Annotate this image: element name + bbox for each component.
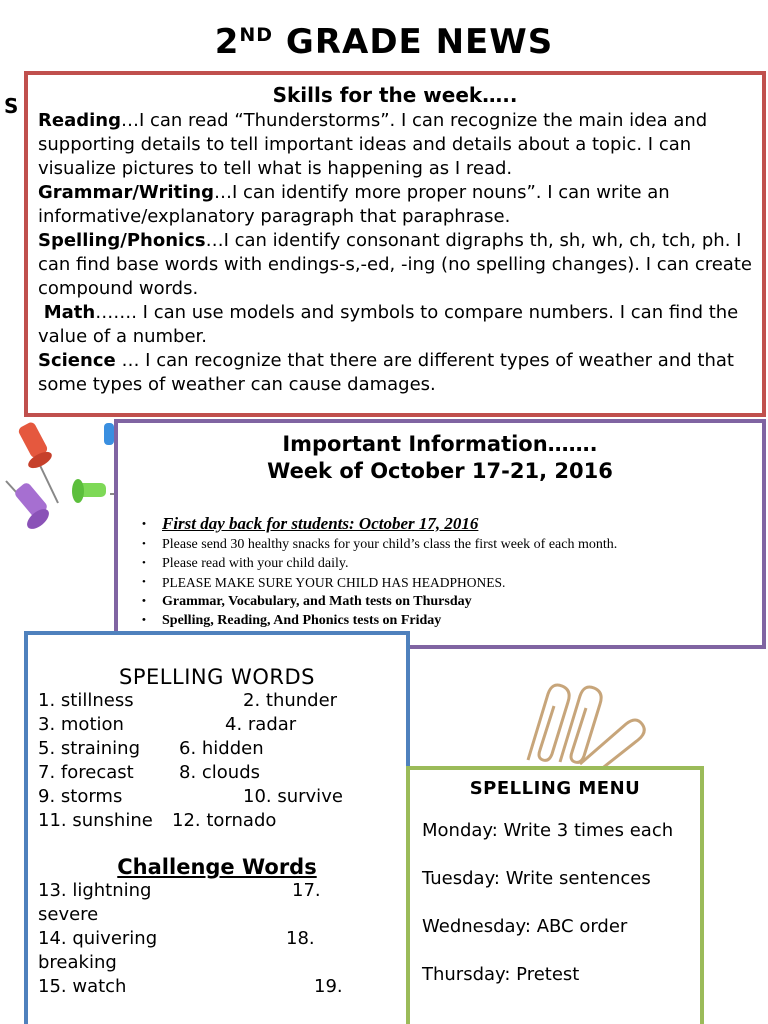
skill-label: Math: [43, 302, 96, 323]
list-item: • Grammar, Vocabulary, and Math tests on Thursday: [140, 592, 752, 611]
menu-heading: SPELLING MENU: [469, 778, 641, 799]
page-title: 2ND GRADE NEWS: [214, 22, 554, 62]
skill-reading: Reading…I can read “Thunderstorms”. I can recognize the main idea and supporting details to tell important ideas and details about a topic. I can visualize pictures to tell what is happening as I read.: [38, 110, 708, 179]
list-item: • First day back for students: October 17, 2016: [140, 513, 752, 535]
list-item: 5. straining 6. hidden: [38, 738, 264, 759]
skill-spelling-phonics: Spelling/Phonics…I can identify consonant digraphs th, sh, wh, ch, tch, ph. I can find base words with endings-s,-ed, -ing (no spelling changes). I can create compound words.: [38, 230, 752, 299]
list-item: • Please send 30 healthy snacks for your child’s class the first week of each month.: [140, 535, 752, 554]
list-item: Wednesday: ABC order: [422, 916, 628, 937]
list-item: 1. stillness 2. thunder: [38, 690, 338, 711]
skill-label: Science: [38, 350, 116, 371]
info-list: [128, 513, 752, 649]
skill-science: Science … I can recognize that there are different types of weather and that some types of weather can cause damages.: [38, 350, 734, 395]
important-info-box: [114, 419, 766, 649]
list-item: Thursday: Pretest: [422, 964, 580, 985]
push-pin-icon: [0, 415, 118, 540]
challenge-heading: Challenge Words: [117, 855, 317, 879]
list-item: 14. quivering 18. breaking: [38, 928, 315, 973]
list-item: 3. motion 4. radar: [38, 714, 297, 735]
list-item: Monday: Write 3 times each: [422, 820, 674, 841]
spelling-words-box: [24, 631, 410, 1024]
skill-math: Math……. I can use models and symbols to compare numbers. I can find the value of a number.: [38, 302, 739, 347]
list-item: • Spelling, Reading, And Phonics tests on Friday: [140, 611, 752, 630]
list-item: • Please read with your child daily.: [140, 554, 752, 573]
list-item: 7. forecast 8. clouds: [38, 762, 261, 783]
spelling-menu-box: [406, 766, 704, 1024]
push-pin-icon: [72, 479, 117, 503]
skill-label: Reading: [38, 110, 121, 131]
list-item: 11. sunshine 12. tornado: [38, 810, 277, 831]
list-item: • PLEASE MAKE SURE YOUR CHILD HAS HEADPHONES.: [140, 573, 752, 592]
skill-grammar-writing: Grammar/Writing…I can identify more proper nouns”. I can write an informative/explanatory paragraph that paraphrase.: [38, 182, 670, 227]
skills-box: [24, 71, 766, 417]
paper-clip-icon: [518, 680, 648, 770]
list-item: 13. lightning 17. severe: [38, 880, 321, 925]
info-week: Week of October 17-21, 2016: [267, 459, 613, 483]
info-heading: Important Information…….: [282, 432, 598, 456]
skill-label: Spelling/Phonics: [38, 230, 206, 251]
list-item: 9. storms 10. survive: [38, 786, 343, 807]
spelling-heading: SPELLING WORDS: [119, 665, 315, 689]
skill-label: Grammar/Writing: [38, 182, 214, 203]
list-item: Tuesday: Write sentences: [422, 868, 651, 889]
stray-letter: S: [4, 94, 19, 118]
list-item: 15. watch 19.: [38, 976, 343, 997]
push-pin-icon: [104, 423, 114, 445]
skills-heading: Skills for the week…..: [272, 83, 518, 107]
push-pin-icon: [6, 481, 52, 533]
